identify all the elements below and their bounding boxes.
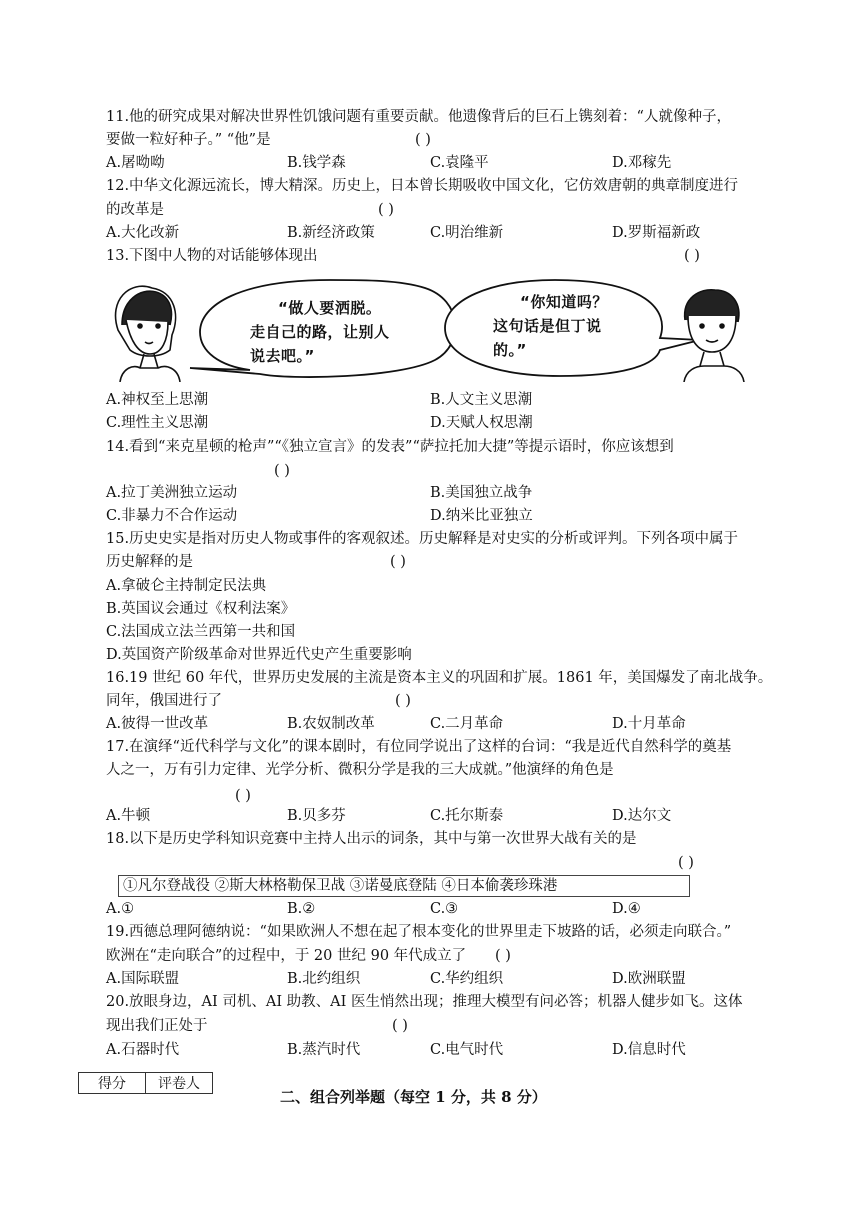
q11-option-b[interactable]: B.钱学森 <box>287 155 346 171</box>
boy-figure <box>684 290 744 382</box>
q20-option-c[interactable]: C.电气时代 <box>430 1042 504 1058</box>
q20-option-b[interactable]: B.蒸汽时代 <box>287 1042 361 1058</box>
left-bubble-line3: 说去吧。” <box>250 347 315 365</box>
q16-option-b[interactable]: B.农奴制改革 <box>287 716 375 732</box>
q12-answer-blank[interactable]: ( ) <box>378 202 394 218</box>
q16-answer-blank[interactable]: ( ) <box>395 693 411 709</box>
q12-stem-line2: 的改革是 <box>106 202 164 218</box>
q17-stem-line1: 17.在演绎“近代科学与文化”的课本剧时，有位同学说出了这样的台词：“我是近代自然科学的奠基 <box>106 739 732 755</box>
q16-option-a[interactable]: A.彼得一世改革 <box>106 716 209 732</box>
left-bubble-line2: 走自己的路，让别人 <box>250 323 390 341</box>
q18-option-d[interactable]: D.④ <box>612 901 641 917</box>
q18-terms-box: ①凡尔登战役 ②斯大林格勒保卫战 ③诺曼底登陆 ④日本偷袭珍珠港 <box>118 875 690 897</box>
q19-option-b[interactable]: B.北约组织 <box>287 971 361 987</box>
q14-stem: 14.看到“来克星顿的枪声”“《独立宣言》的发表”“萨拉托加大捷”等提示语时，你应该想到 <box>106 439 674 455</box>
q11-stem-line1: 11.他的研究成果对解决世界性饥饿问题有重要贡献。他遗像背后的巨石上镌刻着：“人就像种子， <box>106 109 731 125</box>
q12-option-a[interactable]: A.大化改新 <box>106 225 180 241</box>
left-bubble-line1: “做人要洒脱。 <box>278 299 382 317</box>
q19-option-d[interactable]: D.欧洲联盟 <box>612 971 686 987</box>
right-bubble-line1: “你知道吗？ <box>520 293 608 311</box>
q11-answer-blank[interactable]: ( ) <box>415 132 431 148</box>
q13-stem: 13.下图中人物的对话能够体现出 <box>106 248 318 264</box>
q17-option-d[interactable]: D.达尔文 <box>612 808 672 824</box>
q20-answer-blank[interactable]: ( ) <box>392 1018 408 1034</box>
q15-option-a[interactable]: A.拿破仑主持制定民法典 <box>106 578 267 594</box>
q16-stem-line1: 16.19 世纪 60 年代，世界历史发展的主流是资本主义的巩固和扩展。1861 年，美国爆发了南北战争。 <box>106 670 773 686</box>
q19-stem-line1: 19.西德总理阿德纳说：“如果欧洲人不想在起了根本变化的世界里走下坡路的话，必须走向联合。” <box>106 924 732 940</box>
q13-dialogue-illustration <box>100 270 750 382</box>
q15-option-c[interactable]: C.法国成立法兰西第一共和国 <box>106 624 296 640</box>
q20-stem-line2: 现出我们正处于 <box>106 1018 208 1034</box>
q19-option-a[interactable]: A.国际联盟 <box>106 971 180 987</box>
q17-option-a[interactable]: A.牛顿 <box>106 808 151 824</box>
q12-option-c[interactable]: C.明治维新 <box>430 225 504 241</box>
q12-option-b[interactable]: B.新经济政策 <box>287 225 375 241</box>
q11-option-a[interactable]: A.屠呦呦 <box>106 155 165 171</box>
q14-option-d[interactable]: D.纳米比亚独立 <box>430 508 533 524</box>
q14-option-a[interactable]: A.拉丁美洲独立运动 <box>106 485 238 501</box>
q14-answer-blank[interactable]: ( ) <box>274 463 290 479</box>
score-table <box>78 1072 213 1094</box>
q15-option-d[interactable]: D.英国资产阶级革命对世界近代史产生重要影响 <box>106 647 412 663</box>
q16-option-c[interactable]: C.二月革命 <box>430 716 504 732</box>
q19-answer-blank[interactable]: ( ) <box>495 948 511 964</box>
q15-stem-line2: 历史解释的是 <box>106 554 193 570</box>
q18-option-b[interactable]: B.② <box>287 901 316 917</box>
q15-answer-blank[interactable]: ( ) <box>390 554 406 570</box>
q12-stem-line1: 12.中华文化源远流长，博大精深。历史上，日本曾长期吸收中国文化，它仿效唐朝的典章制度进行 <box>106 178 739 194</box>
q13-option-a[interactable]: A.神权至上思潮 <box>106 392 209 408</box>
q13-answer-blank[interactable]: ( ) <box>684 248 700 264</box>
q14-option-c[interactable]: C.非暴力不合作运动 <box>106 508 238 524</box>
section-title: 二、组合列举题（每空 1 分，共 8 分） <box>280 1088 547 1106</box>
q20-option-a[interactable]: A.石器时代 <box>106 1042 180 1058</box>
q19-option-c[interactable]: C.华约组织 <box>430 971 504 987</box>
q17-option-b[interactable]: B.贝多芬 <box>287 808 346 824</box>
q17-answer-blank[interactable]: ( ) <box>235 788 251 804</box>
q16-stem-line2: 同年，俄国进行了 <box>106 693 222 709</box>
q14-option-b[interactable]: B.美国独立战争 <box>430 485 533 501</box>
reviewer-cell-label: 评卷人 <box>146 1073 213 1094</box>
right-bubble-line2: 这句话是但丁说 <box>493 317 602 335</box>
q15-option-b[interactable]: B.英国议会通过《权利法案》 <box>106 601 296 617</box>
q13-option-d[interactable]: D.天赋人权思潮 <box>430 415 533 431</box>
q17-stem-line2: 人之一，万有引力定律、光学分析、微积分学是我的三大成就。”他演绎的角色是 <box>106 762 614 778</box>
q18-option-a[interactable]: A.① <box>106 901 135 917</box>
q13-option-b[interactable]: B.人文主义思潮 <box>430 392 533 408</box>
q17-option-c[interactable]: C.托尔斯泰 <box>430 808 504 824</box>
q20-stem-line1: 20.放眼身边，AI 司机、AI 助教、AI 医生悄然出现；推理大模型有问必答；机器人健步如飞。这体 <box>106 994 743 1010</box>
score-cell-label: 得分 <box>79 1073 146 1094</box>
q12-option-d[interactable]: D.罗斯福新政 <box>612 225 701 241</box>
q20-option-d[interactable]: D.信息时代 <box>612 1042 686 1058</box>
q15-stem-line1: 15.历史史实是指对历史人物或事件的客观叙述。历史解释是对史实的分析或评判。下列各项中属于 <box>106 531 739 547</box>
q11-stem-line2: 要做一粒好种子。” “他”是 <box>106 132 271 148</box>
q18-answer-blank[interactable]: ( ) <box>678 855 694 871</box>
q19-stem-line2: 欧洲在“走向联合”的过程中，于 20 世纪 90 年代成立了 <box>106 948 467 964</box>
girl-figure <box>116 286 180 382</box>
q13-option-c[interactable]: C.理性主义思潮 <box>106 415 209 431</box>
q18-stem: 18.以下是历史学科知识竞赛中主持人出示的词条，其中与第一次世界大战有关的是 <box>106 831 637 847</box>
right-bubble-line3: 的。” <box>493 341 527 359</box>
q11-option-c[interactable]: C.袁隆平 <box>430 155 489 171</box>
q11-option-d[interactable]: D.邓稼先 <box>612 155 672 171</box>
q18-option-c[interactable]: C.③ <box>430 901 459 917</box>
q16-option-d[interactable]: D.十月革命 <box>612 716 686 732</box>
